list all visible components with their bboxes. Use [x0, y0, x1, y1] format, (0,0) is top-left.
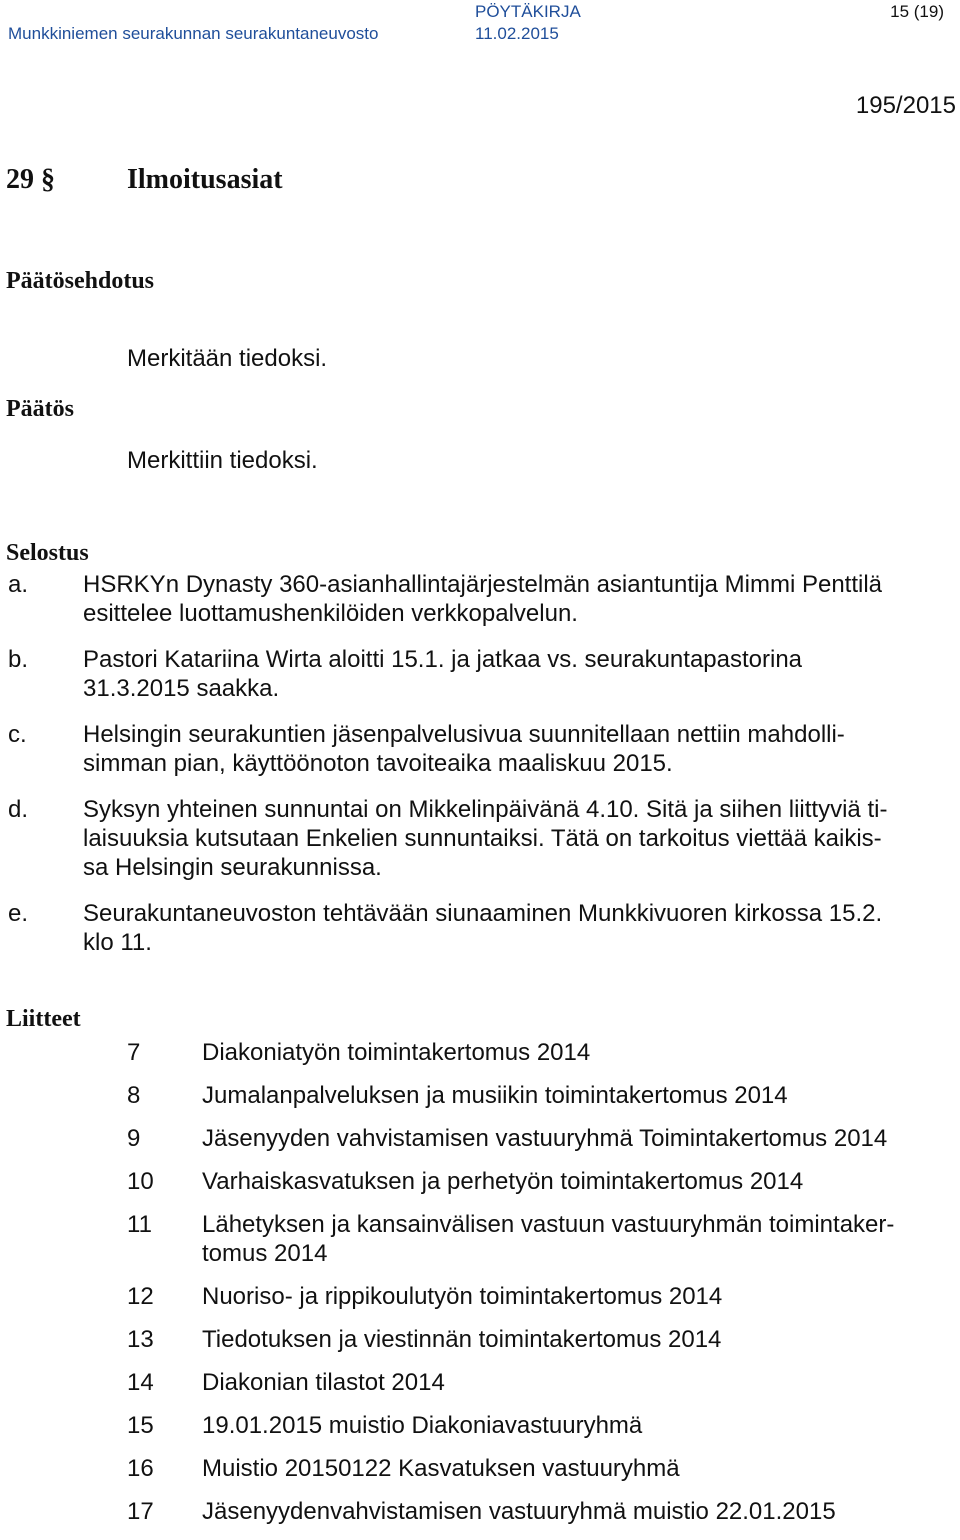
list-item [8, 645, 958, 703]
item-text: Helsingin seurakuntien jäsenpalvelusivua suunnitellaan nettiin mahdolli- simman pian, käyttöönoton tavoiteaika maaliskuu 2015. [83, 721, 845, 777]
list-item [8, 899, 958, 957]
attachment-title: 19.01.2015 muistio Diakoniavastuuryhmä [202, 1412, 643, 1439]
header-organization: Munkkiniemen seurakunnan seurakuntaneuvosto [8, 24, 379, 43]
attachment-item [127, 1497, 957, 1526]
attachment-number: 12 [127, 1283, 154, 1310]
attachments-label: Liitteet [6, 1006, 81, 1032]
attachment-title: Jäsenyyden vahvistamisen vastuuryhmä Toimintakertomus 2014 [202, 1125, 888, 1152]
attachments-list [127, 1038, 957, 1540]
list-item [8, 570, 958, 628]
header-document-type: PÖYTÄKIRJA [475, 2, 581, 21]
attachment-number: 8 [127, 1082, 141, 1109]
attachment-number: 9 [127, 1125, 141, 1152]
attachment-title: Diakoniatyön toimintakertomus 2014 [202, 1039, 591, 1066]
attachment-item [127, 1411, 957, 1440]
attachment-item [127, 1454, 957, 1483]
description-list [8, 570, 958, 957]
attachment-title: Lähetyksen ja kansainvälisen vastuun vastuuryhmän toimintaker- tomus 2014 [202, 1211, 895, 1267]
header-date: 11.02.2015 [475, 24, 559, 43]
attachment-number: 15 [127, 1412, 154, 1439]
attachment-number: 11 [127, 1211, 152, 1238]
section-title: Ilmoitusasiat [127, 164, 283, 195]
decision-label: Päätös [6, 396, 74, 422]
section-number: 29 § [6, 164, 55, 195]
attachment-item [127, 1081, 957, 1110]
attachment-title: Jäsenyydenvahvistamisen vastuuryhmä muistio 22.01.2015 [202, 1498, 836, 1525]
item-marker: e. [8, 900, 29, 927]
attachment-item [127, 1325, 957, 1354]
attachment-item [127, 1210, 957, 1268]
item-marker: b. [8, 646, 29, 673]
item-text: HSRKYn Dynasty 360-asianhallintajärjestelmän asiantuntija Mimmi Penttilä esittelee luottamushenkilöiden verkkopalvelun. [83, 571, 883, 627]
list-item [8, 720, 958, 778]
item-marker: a. [8, 571, 29, 598]
attachment-number: 13 [127, 1326, 154, 1353]
attachment-title: Diakonian tilastot 2014 [202, 1369, 445, 1396]
decision-text: Merkittiin tiedoksi. [127, 447, 318, 474]
proposal-label: Päätösehdotus [6, 268, 155, 294]
list-item [8, 795, 958, 882]
attachment-number: 7 [127, 1039, 141, 1066]
attachment-title: Tiedotuksen ja viestinnän toimintakertomus 2014 [202, 1326, 722, 1353]
attachment-item [127, 1167, 957, 1196]
item-marker: c. [8, 721, 27, 748]
attachment-item [127, 1282, 957, 1311]
item-text: Seurakuntaneuvoston tehtävään siunaaminen Munkkivuoren kirkossa 15.2. klo 11. [83, 900, 883, 956]
document-number: 195/2015 [855, 92, 956, 119]
attachment-number: 14 [127, 1369, 154, 1396]
item-text: Syksyn yhteinen sunnuntai on Mikkelinpäivänä 4.10. Sitä ja siihen liittyviä ti- laisuuksia kutsutaan Enkelien sunnuntaiksi. Tätä on tarkoitus viettää kaikis- sa Helsingin seurakunnissa. [83, 796, 888, 881]
attachment-title: Varhaiskasvatuksen ja perhetyön toimintakertomus 2014 [202, 1168, 804, 1195]
attachment-number: 17 [127, 1498, 154, 1525]
attachment-item [127, 1124, 957, 1153]
attachment-item [127, 1368, 957, 1397]
attachment-title: Muistio 20150122 Kasvatuksen vastuuryhmä [202, 1455, 680, 1482]
attachment-item [127, 1038, 957, 1067]
attachment-title: Jumalanpalveluksen ja musiikin toimintakertomus 2014 [202, 1082, 788, 1109]
attachment-title: Nuoriso- ja rippikoulutyön toimintakertomus 2014 [202, 1283, 723, 1310]
item-marker: d. [8, 796, 29, 823]
attachment-number: 10 [127, 1168, 154, 1195]
header-page-number: 15 (19) [890, 2, 944, 21]
proposal-text: Merkitään tiedoksi. [127, 345, 328, 372]
attachment-number: 16 [127, 1455, 154, 1482]
description-label: Selostus [6, 540, 89, 566]
item-text: Pastori Katariina Wirta aloitti 15.1. ja jatkaa vs. seurakuntapastorina 31.3.2015 saakka. [83, 646, 803, 702]
